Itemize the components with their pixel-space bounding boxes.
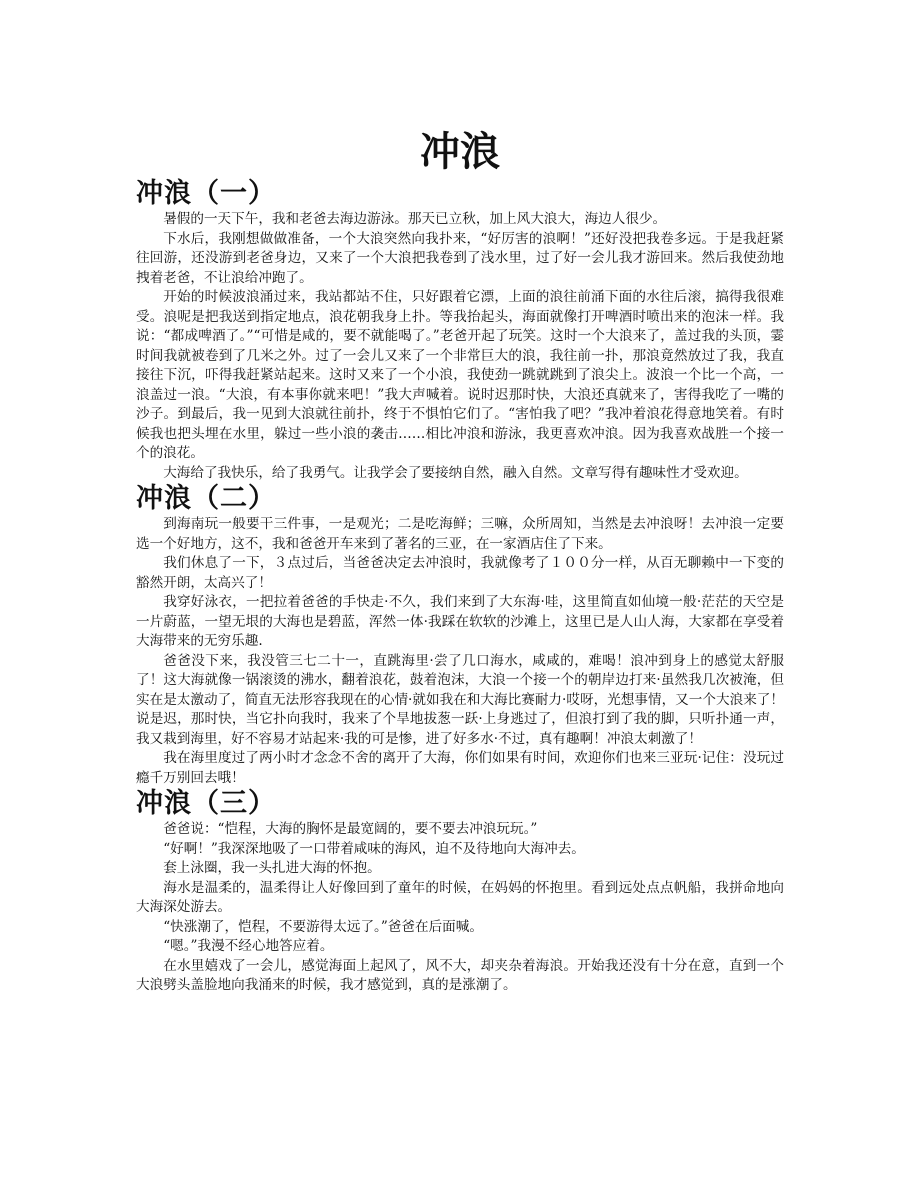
document-body	[136, 178, 784, 996]
paragraph: “好啊！”我深深地吸了一口带着咸味的海风，迫不及待地向大海冲去。	[163, 840, 585, 857]
paragraph: 大海给了我快乐，给了我勇气。让我学会了要接纳自然，融入自然。文章写得有趣味性才受欢迎。	[163, 464, 748, 481]
paragraph: 套上泳圈，我一头扎进大海的怀抱。	[163, 860, 381, 876]
paragraph: 海水是温柔的，温柔得让人好像回到了童年的时候，在妈妈的怀抱里。看到远处点点帆船，我拼命地向大海深处游去。	[136, 879, 784, 915]
paragraph: 爸爸说：“恺程，大海的胸怀是最宽阔的，要不要去冲浪玩玩。”	[163, 821, 538, 837]
section-heading: 冲浪（三）	[136, 788, 276, 819]
section-heading: 冲浪（二）	[136, 483, 276, 514]
paragraph: 我在海里度过了两小时才念念不舍的离开了大海，你们如果有时间，欢迎你们也来三亚玩·记住：没玩过瘾千万别回去哦！	[136, 750, 784, 786]
paragraph: 爸爸没下来，我没管三七二十一，直跳海里·尝了几口海水，咸咸的，难喝！浪冲到身上的感觉太舒服了！这大海就像一锅滚烫的沸水，翻着浪花，鼓着泡沫，大浪一个接一个的朝岸边打来·虽然我几次被淹，但实在是太激动了，简直无法形容我现在的心情·就如我在和大海比赛耐力·哎呀，光想事情，又一个大浪来了！说是迟，那时快，当它扑向我时，我来了个旱地拔葱一跃·上身逃过了，但浪打到了我的脚，只听扑通一声，我又栽到海里，好不容易才站起来·我的可是惨，进了好多水·不过，真有趣啊！冲浪太刺激了！	[136, 652, 784, 747]
paragraph: “快涨潮了，恺程，不要游得太远了。”爸爸在后面喊。	[163, 918, 483, 935]
paragraph: “嗯。”我漫不经心地答应着。	[163, 938, 334, 954]
paragraph: 暑假的一天下午，我和老爸去海边游泳。那天已立秋，加上风大浪大，海边人很少。	[163, 211, 667, 227]
paragraph: 下水后，我刚想做做准备，一个大浪突然向我扑来，“好厉害的浪啊！”还好没把我卷多远。于是我赶紧往回游，还没游到老爸身边，又来了一个大浪把我卷到了浅水里，过了好一会儿我才游回来。然后我使劲地拽着老爸，不让浪给冲跑了。	[136, 230, 784, 286]
page-title: 冲浪	[420, 129, 500, 175]
paragraph: 我们休息了一下，３点过后，当爸爸决定去冲浪时，我就像考了１００分一样，从百无聊赖中一下变的豁然开朗，太高兴了！	[136, 555, 784, 591]
paragraph: 到海南玩一般要干三件事，一是观光；二是吃海鲜；三嘛，众所周知，当然是去冲浪呀！去冲浪一定要选一个好地方，这不，我和爸爸开车来到了著名的三亚，在一家酒店住了下来。	[136, 516, 784, 552]
section-heading: 冲浪（一）	[136, 178, 276, 209]
section-3	[136, 788, 784, 996]
paragraph: 我穿好泳衣，一把拉着爸爸的手快走·不久，我们来到了大东海·哇，这里简直如仙境一般·茫茫的天空是一片蔚蓝，一望无垠的大海也是碧蓝，浑然一体·我踩在软软的沙滩上，这里已是人山人海，大家都在享受着大海带来的无穷乐趣.	[136, 594, 784, 649]
section-1	[136, 178, 784, 483]
paragraph: 开始的时候波浪涌过来，我站都站不住，只好跟着它漂，上面的浪往前涌下面的水往后滚，搞得我很难受。浪呢是把我送到指定地点，浪花朝我身上扑。等我抬起头，海面就像打开啤酒时喷出来的泡沫一样。我说：“都成啤酒了。”“可惜是咸的，要不就能喝了。”老爸开起了玩笑。这时一个大浪来了，盖过我的头顶，霎时间我就被卷到了几米之外。过了一会儿又来了一个非常巨大的浪，我往前一扑，那浪竟然放过了我，我直接往下沉，吓得我赶紧站起来。这时又来了一个小浪，我使劲一跳就跳到了浪尖上。波浪一个比一个高，一浪盖过一浪。“大浪，有本事你就来吧！”我大声喊着。说时迟那时快，大浪还真就来了，害得我吃了一嘴的沙子。到最后，我一见到大浪就往前扑，终于不惧怕它们了。“害怕我了吧？”我冲着浪花得意地笑着。有时候我也把头埋在水里，躲过一些小浪的袭击……相比冲浪和游泳，我更喜欢冲浪。因为我喜欢战胜一个接一个的浪花。	[136, 289, 784, 461]
paragraph: 在水里嬉戏了一会儿，感觉海面上起风了，风不大，却夹杂着海浪。开始我还没有十分在意，直到一个大浪劈头盖脸地向我涌来的时候，我才感觉到，真的是涨潮了。	[136, 957, 784, 993]
section-2	[136, 483, 784, 788]
